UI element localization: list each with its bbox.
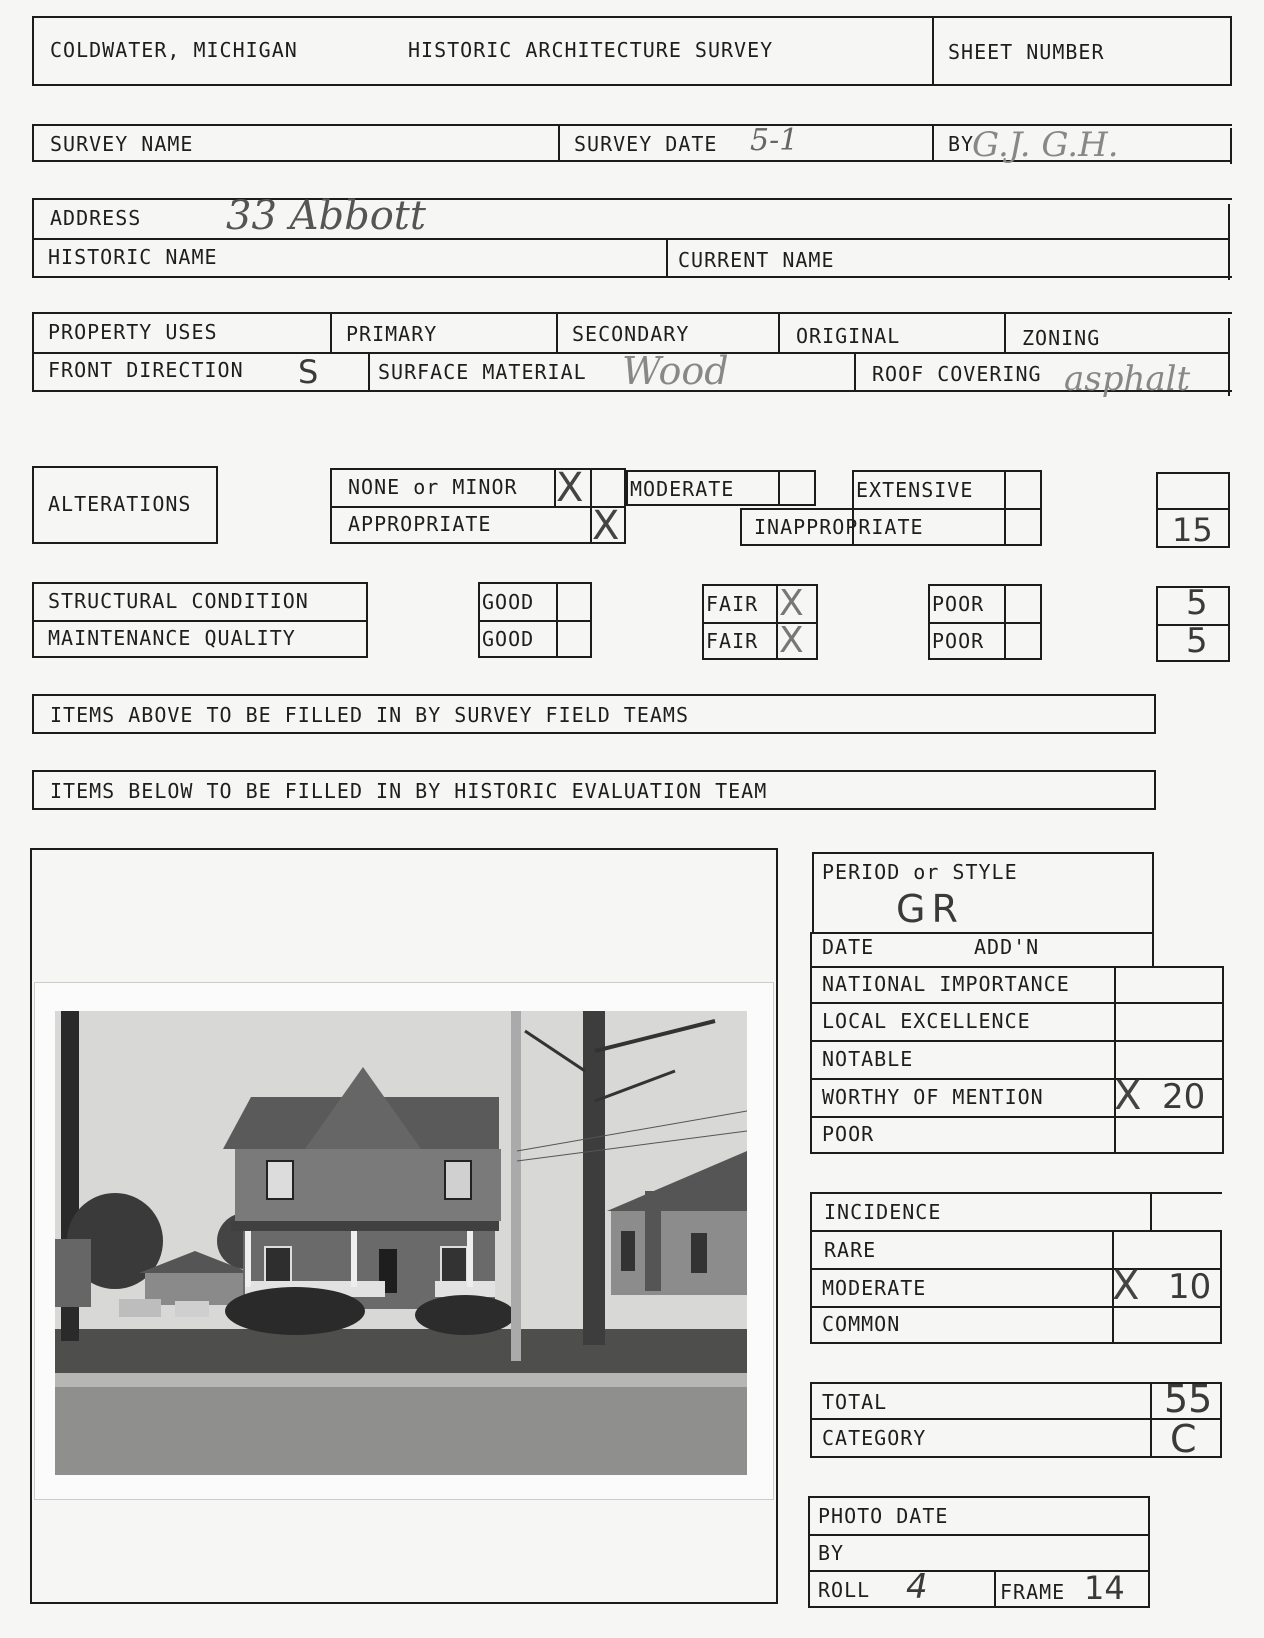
primary-label: PRIMARY <box>346 322 438 346</box>
front-direction-label: FRONT DIRECTION <box>48 358 244 382</box>
structural-fair-check: X <box>779 583 804 624</box>
survey-date-value: 5-1 <box>750 123 799 158</box>
incidence-moderate-check: X <box>1112 1263 1140 1309</box>
incidence-moderate-label: MODERATE <box>822 1276 927 1300</box>
alterations-label: ALTERATIONS <box>48 492 192 516</box>
frame-label: FRAME <box>1000 1580 1066 1604</box>
frame-value: 14 <box>1084 1569 1125 1607</box>
worthy-of-mention-score: 20 <box>1162 1077 1206 1117</box>
notable-label: NOTABLE <box>822 1047 914 1071</box>
survey-by-value: G.J. G.H. <box>972 125 1119 165</box>
house-photo <box>34 982 774 1500</box>
worthy-of-mention-label: WORTHY OF MENTION <box>822 1085 1044 1109</box>
maintenance-fair-label: FAIR <box>706 629 759 653</box>
maintenance-poor-label: POOR <box>932 629 985 653</box>
eval-poor-label: POOR <box>822 1122 875 1146</box>
survey-by-label: BY <box>948 132 975 156</box>
photo-date-label: PHOTO DATE <box>818 1504 949 1528</box>
survey-name-label: SURVEY NAME <box>50 132 194 156</box>
form-title: HISTORIC ARCHITECTURE SURVEY <box>408 38 774 62</box>
alt-none-minor-label: NONE or MINOR <box>348 475 518 499</box>
national-importance-label: NATIONAL IMPORTANCE <box>822 972 1070 996</box>
category-value: C <box>1170 1417 1197 1461</box>
alt-inappropriate-label: INAPPROPRIATE <box>754 515 924 539</box>
incidence-label: INCIDENCE <box>824 1200 942 1224</box>
note-below: ITEMS BELOW TO BE FILLED IN BY HISTORIC EVALUATION TEAM <box>50 779 768 803</box>
roll-value: 4 <box>906 1567 928 1607</box>
eval-date-label: DATE <box>822 935 875 959</box>
incidence-score: 10 <box>1168 1267 1212 1307</box>
photo-by-label: BY <box>818 1541 845 1565</box>
structural-condition-label: STRUCTURAL CONDITION <box>48 589 309 613</box>
current-name-label: CURRENT NAME <box>678 248 835 272</box>
structural-fair-label: FAIR <box>706 592 759 616</box>
roll-label: ROLL <box>818 1578 871 1602</box>
city-label: COLDWATER, MICHIGAN <box>50 38 298 62</box>
eval-addn-label: ADD'N <box>974 935 1040 959</box>
common-label: COMMON <box>822 1312 901 1336</box>
alt-extensive-label: EXTENSIVE <box>856 478 974 502</box>
worthy-of-mention-check: X <box>1114 1073 1142 1119</box>
category-label: CATEGORY <box>822 1426 927 1450</box>
secondary-label: SECONDARY <box>572 322 690 346</box>
roof-covering-value: asphalt <box>1064 359 1191 399</box>
rare-label: RARE <box>824 1238 877 1262</box>
surface-material-label: SURFACE MATERIAL <box>378 360 587 384</box>
address-value: 33 Abbott <box>226 193 426 239</box>
structural-poor-label: POOR <box>932 592 985 616</box>
alt-score: 15 <box>1172 511 1213 549</box>
historic-name-label: HISTORIC NAME <box>48 245 218 269</box>
period-label: PERIOD or STYLE <box>822 860 1018 884</box>
front-direction-value: S <box>298 353 319 391</box>
original-label: ORIGINAL <box>796 324 901 348</box>
alt-appropriate-label: APPROPRIATE <box>348 512 492 536</box>
address-label: ADDRESS <box>50 206 142 230</box>
maintenance-quality-label: MAINTENANCE QUALITY <box>48 626 296 650</box>
maintenance-fair-check: X <box>779 620 804 661</box>
note-above: ITEMS ABOVE TO BE FILLED IN BY SURVEY FIELD TEAMS <box>50 703 690 727</box>
structural-score: 5 <box>1186 583 1208 623</box>
roof-covering-label: ROOF COVERING <box>872 362 1042 386</box>
total-label: TOTAL <box>822 1390 888 1414</box>
zoning-label: ZONING <box>1022 326 1101 350</box>
structural-good-label: GOOD <box>482 590 535 614</box>
alt-appropriate-check: X <box>592 503 620 549</box>
alt-moderate-label: MODERATE <box>630 477 735 501</box>
survey-date-label: SURVEY DATE <box>574 132 718 156</box>
property-uses-label: PROPERTY USES <box>48 320 218 344</box>
alt-none-minor-check: X <box>556 465 584 511</box>
maintenance-good-label: GOOD <box>482 627 535 651</box>
total-value: 55 <box>1164 1377 1213 1421</box>
sheet-number-label: SHEET NUMBER <box>948 40 1105 64</box>
period-value: GR <box>896 887 964 931</box>
local-excellence-label: LOCAL EXCELLENCE <box>822 1009 1031 1033</box>
house-photo-image <box>35 983 773 1499</box>
surface-material-value: Wood <box>622 349 729 393</box>
maintenance-score: 5 <box>1186 621 1208 661</box>
